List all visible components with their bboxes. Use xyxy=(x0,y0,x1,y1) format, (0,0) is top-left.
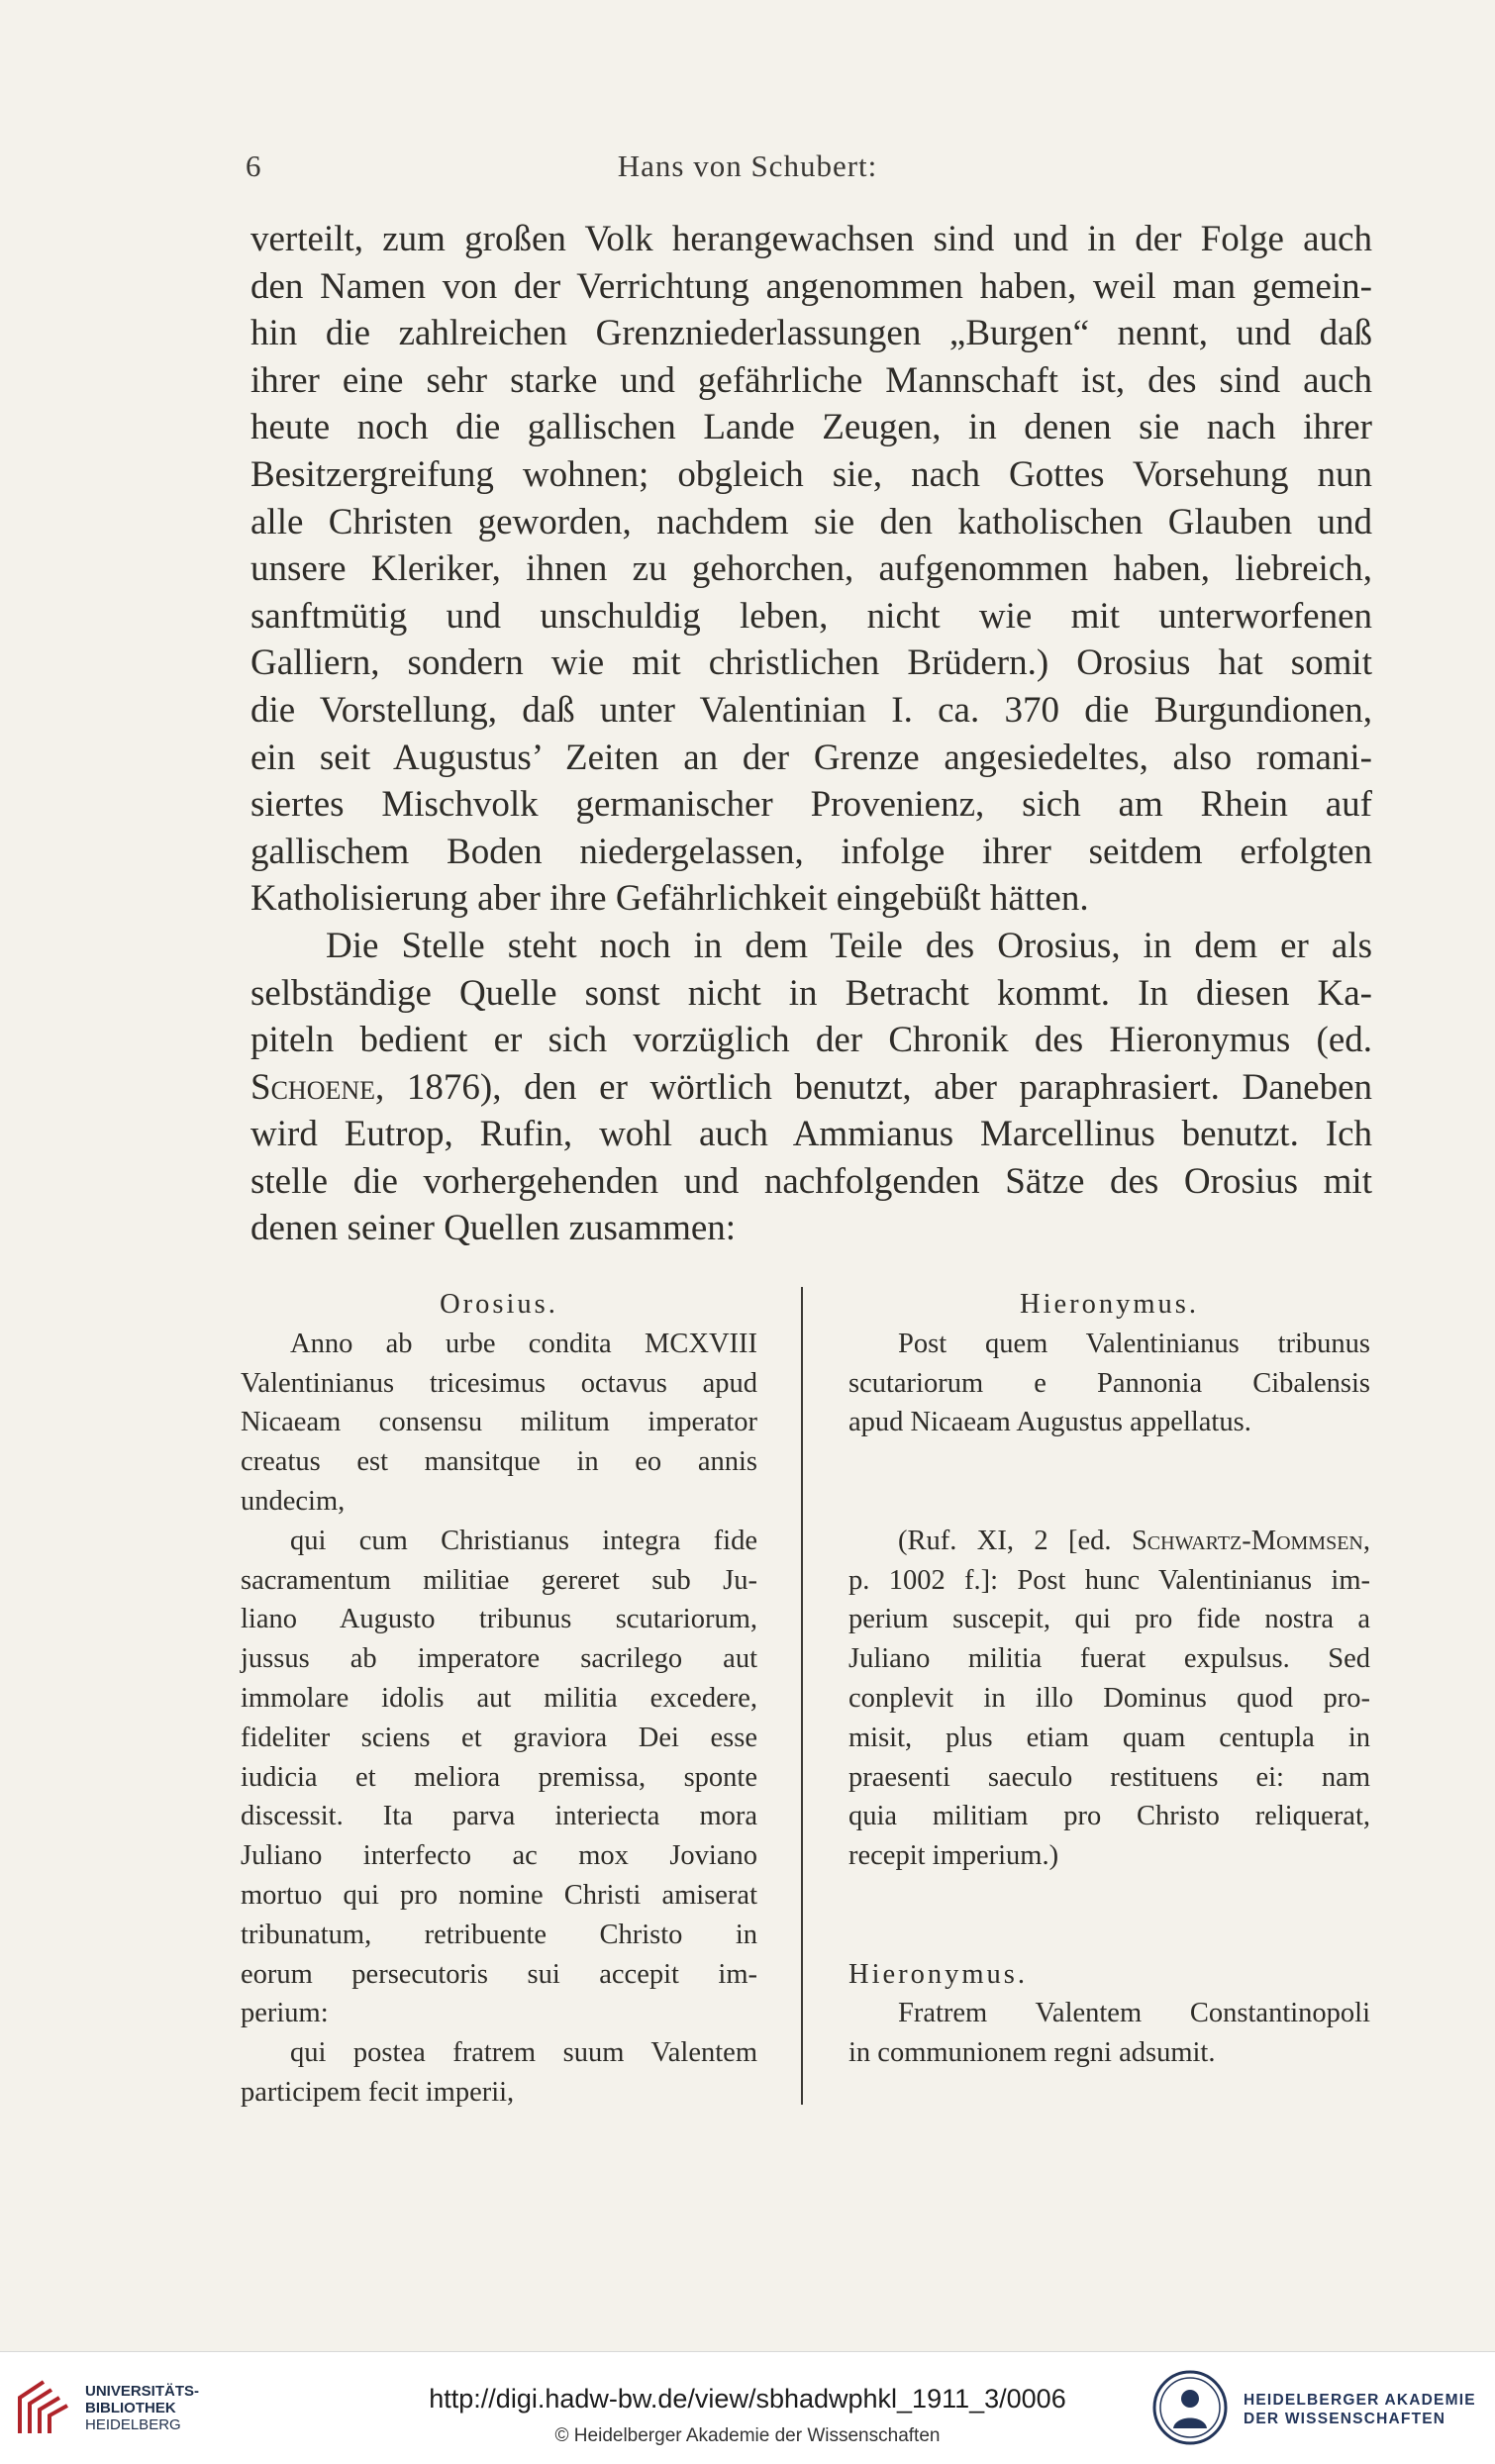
text-line: hin die zahlreichen Grenzniederlassungen „Burgen“ nennt, und daß xyxy=(250,313,1372,354)
text-line: ihrer eine sehr starke und gefährliche Mannschaft ist, des sind auch xyxy=(250,359,1372,401)
blank-line xyxy=(848,1442,1370,1482)
blank-line xyxy=(848,1482,1370,1522)
text-line: sanftmütig und unschuldig leben, nicht wie mit unterworfenen xyxy=(250,595,1372,637)
column-line: perium suscepit, qui pro fide nostra a xyxy=(848,1604,1370,1635)
text-line: verteilt, zum großen Volk herangewachsen sind und in der Folge auch xyxy=(250,219,1372,259)
academy-seal-icon[interactable] xyxy=(1151,2369,1229,2446)
orosius-column xyxy=(241,1285,757,2113)
text-line: piteln bedient er sich vorzüglich der Chronik des Hieronymus (ed. xyxy=(250,1020,1372,1061)
column-line: immolare idolis aut militia excedere, xyxy=(241,1682,757,1714)
column-line: discessit. Ita parva interiecta mora xyxy=(241,1801,757,1832)
column-line xyxy=(848,1522,1370,1561)
academy-name xyxy=(1244,2391,1476,2428)
column-line: creatus est mansitque in eo annis xyxy=(241,1446,757,1478)
academy-name-line: DER WISSENSCHAFTEN xyxy=(1244,2411,1446,2427)
copyright-notice: © Heidelberger Akademie der Wissenschaften xyxy=(554,2425,941,2446)
column-line: Fratrem Valentem Constantinopoli xyxy=(898,1998,1370,2029)
text-line: denen seiner Quellen zusammen: xyxy=(250,1208,737,1249)
hieronymus-column xyxy=(848,1285,1370,2073)
column-line: Valentinianus tricesimus octavus apud xyxy=(241,1367,757,1399)
body-text xyxy=(250,216,1372,1252)
running-title: Hans von Schubert: xyxy=(617,148,878,183)
text-run: , xyxy=(1362,1525,1370,1556)
paragraph-first-line: Die Stelle steht noch in dem Teile des Orosius, in dem er als xyxy=(326,925,1372,966)
library-name-line: BIBLIOTHEK xyxy=(85,2400,176,2416)
column-line: p. 1002 f.]: Post hunc Valentinianus im- xyxy=(848,1564,1370,1596)
text-line: Besitzergreifung wohnen; obgleich sie, nach Gottes Vorsehung nun xyxy=(250,453,1372,495)
column-line: sacramentum militiae gereret sub Ju- xyxy=(241,1564,757,1596)
column-line: apud Nicaeam Augustus appellatus. xyxy=(848,1407,1251,1438)
text-line: Katholisierung aber ihre Gefährlichkeit eingebüßt hätten. xyxy=(250,878,1089,920)
column-line: Post quem Valentinianus tribunus xyxy=(898,1328,1370,1359)
small-caps-name: Schwartz-Mommsen xyxy=(1131,1525,1363,1556)
blank-line xyxy=(848,1876,1370,1916)
column-line: praesenti saeculo restituens ei: nam xyxy=(848,1761,1370,1793)
column-line: Juliano interfecto ac mox Joviano xyxy=(241,1840,757,1872)
text-line: ein seit Augustus’ Zeiten an der Grenze angesiedeltes, also romani- xyxy=(250,737,1372,778)
column-line: qui postea fratrem suum Valentem xyxy=(290,2037,757,2069)
small-caps-name: Schoene xyxy=(250,1066,376,1108)
permalink-url[interactable]: http://digi.hadw-bw.de/view/sbhadwphkl_1911_3/0006 xyxy=(429,2384,1066,2414)
text-line: den Namen von der Verrichtung angenommen haben, weil man gemein- xyxy=(250,265,1372,307)
column-line: mortuo qui pro nomine Christi amiserat xyxy=(241,1879,757,1911)
column-line: Nicaeam consensu militum imperator xyxy=(241,1407,757,1438)
column-line: in communionem regni adsumit. xyxy=(848,2037,1216,2069)
column-line: participem fecit imperii, xyxy=(241,2076,515,2108)
text-line: unsere Kleriker, ihnen zu gehorchen, aufgenommen haben, liebreich, xyxy=(250,548,1372,590)
blank-line xyxy=(848,1916,1370,1955)
text-line: siertes Mischvolk germanischer Provenienz, sich am Rhein auf xyxy=(250,784,1372,826)
column-heading: Hieronymus. xyxy=(848,1958,1029,1990)
column-line: jussus ab imperatore sacrilego aut xyxy=(241,1643,757,1675)
text-line: die Vorstellung, daß unter Valentinian I. ca. 370 die Burgundionen, xyxy=(250,689,1372,731)
column-line: fideliter sciens et graviora Dei esse xyxy=(241,1722,757,1753)
column-line: eorum persecutoris sui accepit im- xyxy=(241,1958,757,1990)
column-line: quia militiam pro Christo reliquerat, xyxy=(848,1801,1370,1832)
text-line: stelle die vorhergehenden und nachfolgenden Sätze des Orosius mit xyxy=(250,1160,1372,1202)
column-line: misit, plus etiam quam centupla in xyxy=(848,1722,1370,1753)
column-line: undecim, xyxy=(241,1485,346,1517)
column-line: perium: xyxy=(241,1998,329,2029)
column-divider xyxy=(801,1287,803,2105)
text-run: (Ruf. XI, 2 [ed. xyxy=(898,1525,1132,1556)
text-line: Galliern, sondern wie mit christlichen Brüdern.) Orosius hat somit xyxy=(250,642,1372,684)
library-name-line: HEIDELBERG xyxy=(85,2416,181,2433)
text-line: gallischem Boden niedergelassen, infolge ihrer seitdem erfolgten xyxy=(250,831,1372,872)
text-line: selbständige Quelle sonst nicht in Betracht kommt. In diesen Ka- xyxy=(250,972,1372,1014)
column-line: scutariorum e Pannonia Cibalensis xyxy=(848,1367,1370,1399)
column-line: Anno ab urbe condita MCXVIII xyxy=(290,1328,757,1359)
library-name-line: UNIVERSITÄTS- xyxy=(85,2383,200,2400)
academy-name-line: HEIDELBERGER AKADEMIE xyxy=(1244,2392,1476,2409)
column-heading: Hieronymus. xyxy=(1019,1289,1200,1320)
text-line: alle Christen geworden, nachdem sie den katholischen Glauben und xyxy=(250,501,1372,542)
column-line: conplevit in illo Dominus quod pro- xyxy=(848,1682,1370,1714)
text-run: , 1876), den er wörtlich benutzt, aber paraphrasiert. Daneben xyxy=(375,1066,1372,1108)
column-heading: Orosius. xyxy=(440,1289,558,1320)
column-line: qui cum Christianus integra fide xyxy=(290,1525,757,1556)
column-line: recepit imperium.) xyxy=(848,1840,1059,1872)
page-number: 6 xyxy=(246,148,261,183)
column-line: Juliano militia fuerat expulsus. Sed xyxy=(848,1643,1370,1675)
text-line: wird Eutrop, Rufin, wohl auch Ammianus Marcellinus benutzt. Ich xyxy=(250,1114,1372,1155)
column-line: liano Augusto tribunus scutariorum, xyxy=(241,1604,757,1635)
column-line: iudicia et meliora premissa, sponte xyxy=(241,1761,757,1793)
column-line: tribunatum, retribuente Christo in xyxy=(241,1919,757,1950)
text-line xyxy=(250,1064,1372,1112)
text-line: heute noch die gallischen Lande Zeugen, in denen sie nach ihrer xyxy=(250,407,1372,448)
